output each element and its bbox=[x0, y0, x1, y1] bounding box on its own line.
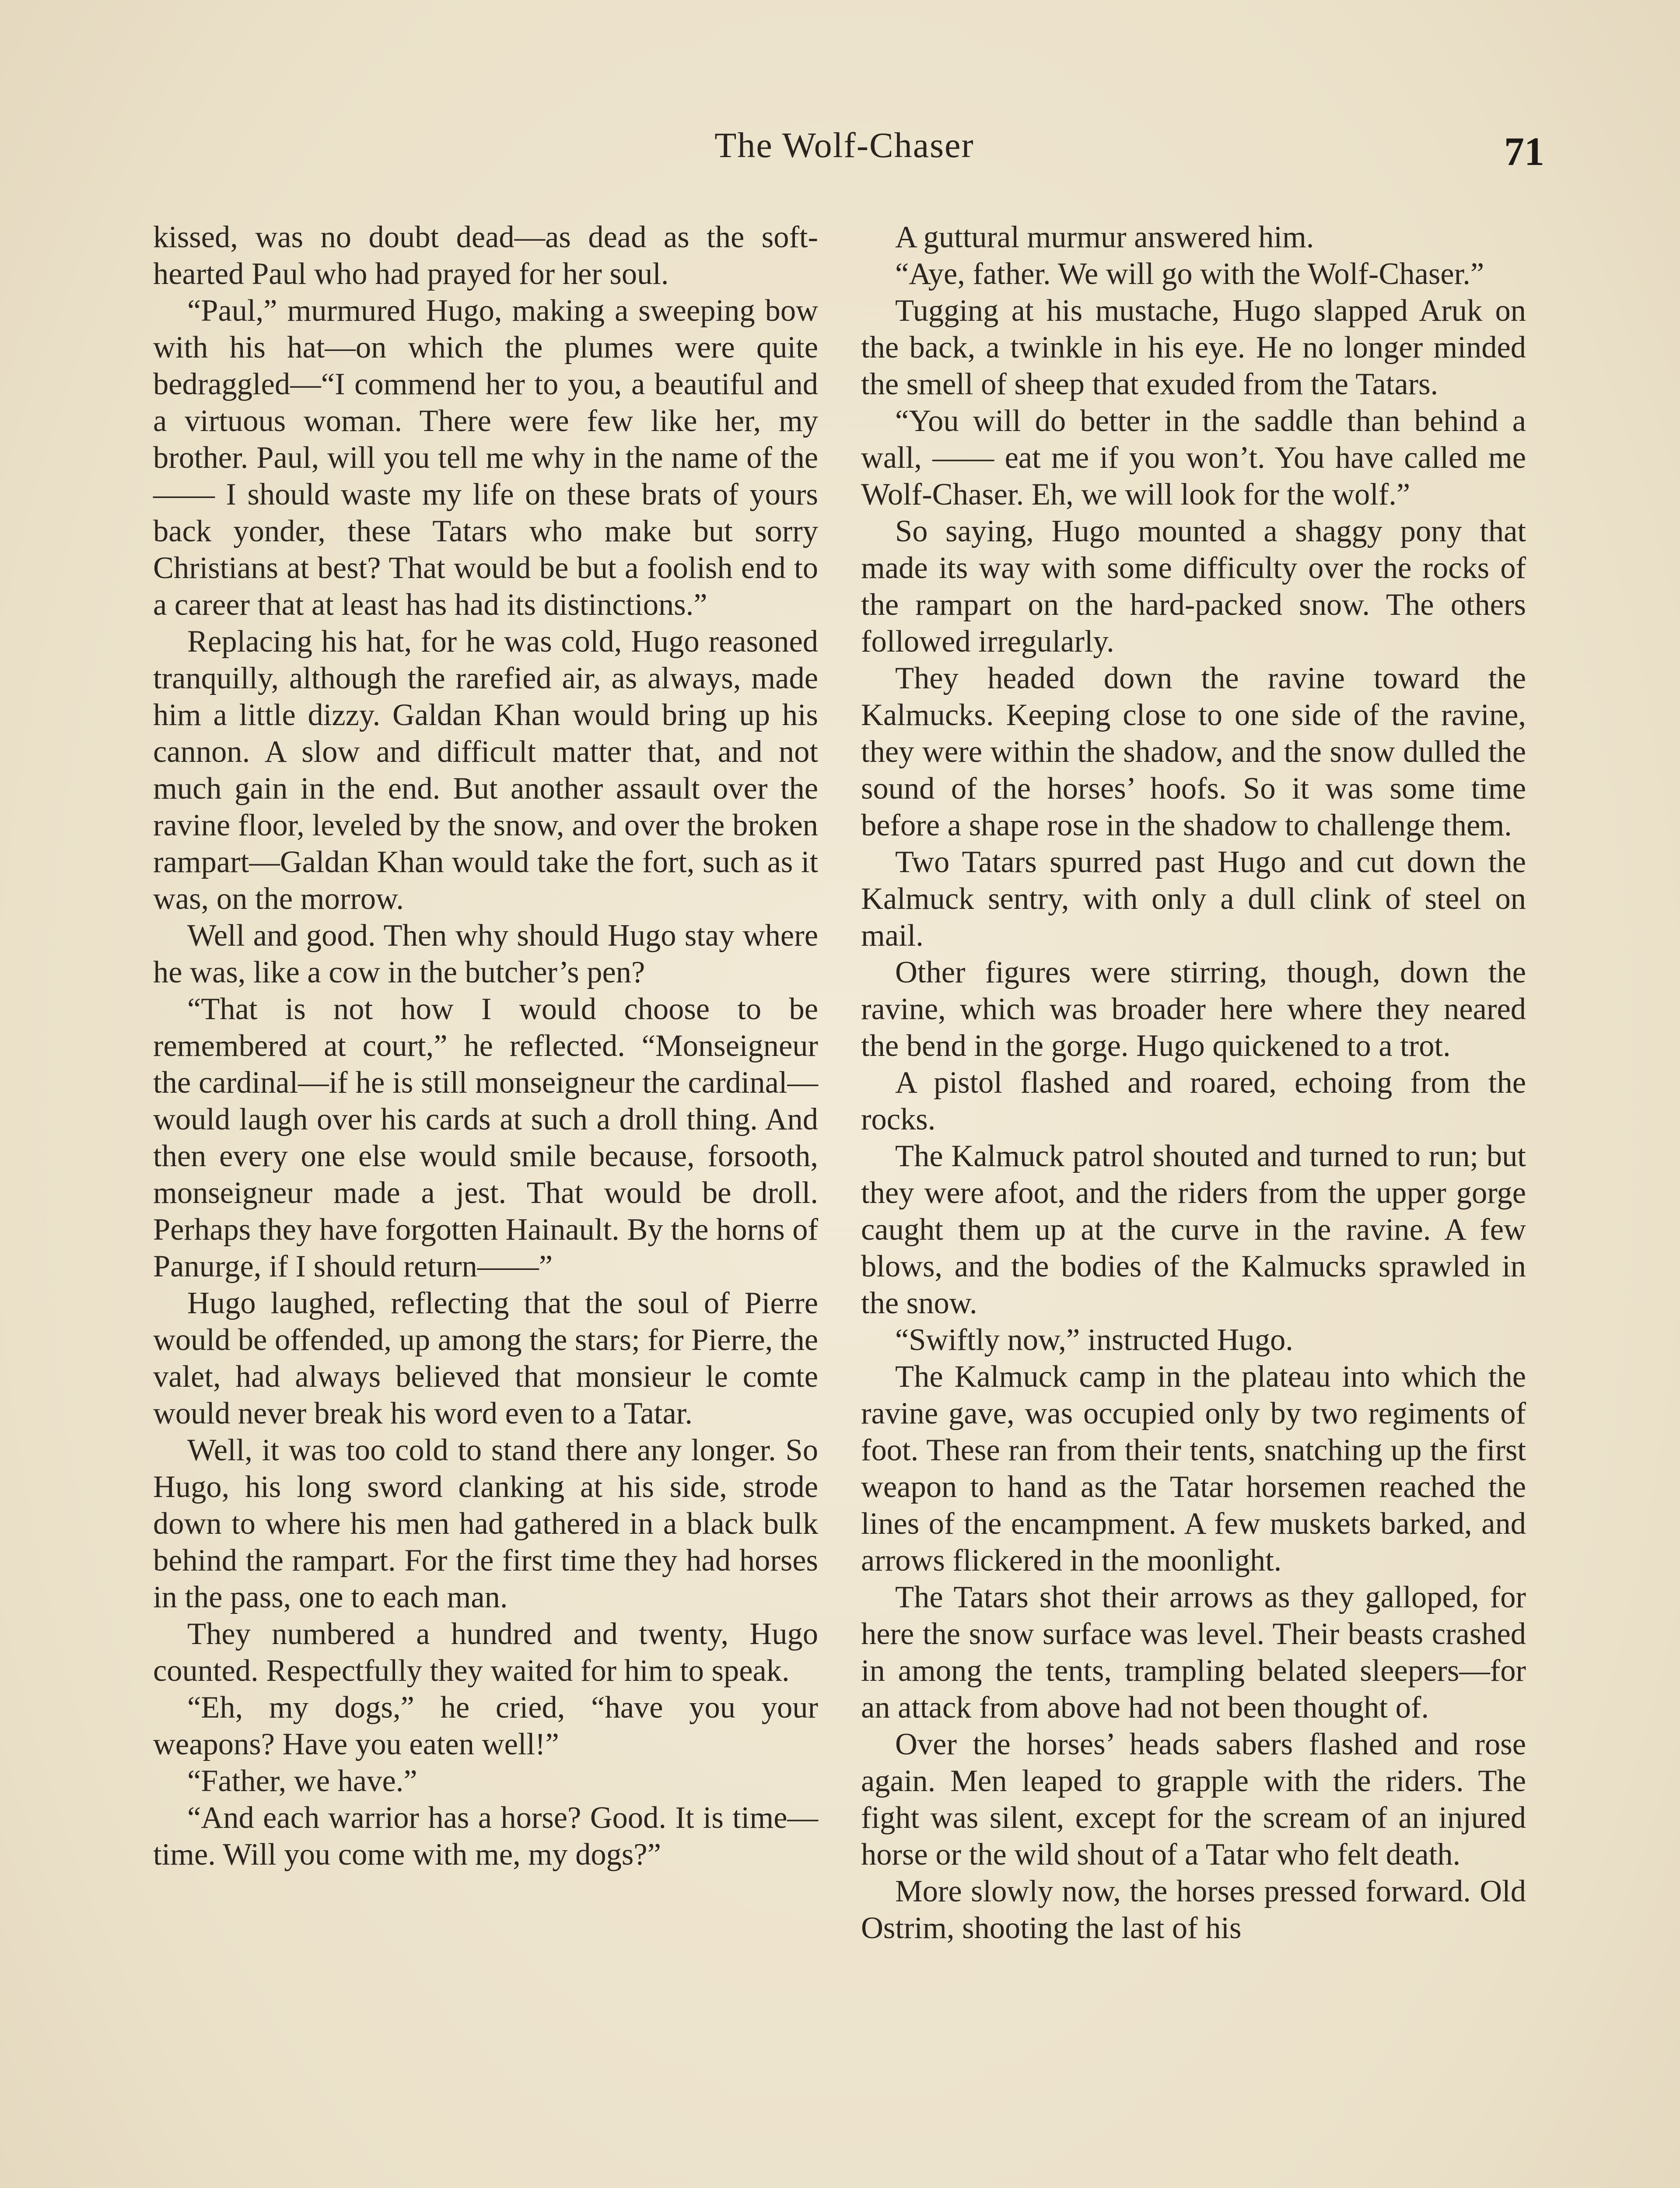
paragraph: More slowly now, the horses pressed forward. Old Ostrim, shooting the last of his bbox=[861, 1874, 1526, 1945]
paragraph: “Father, we have.” bbox=[187, 1764, 417, 1798]
paragraph: Two Tatars spurred past Hugo and cut down the Kalmuck sentry, with only a dull clink of steel on mail. bbox=[861, 845, 1526, 953]
paragraph: The Tatars shot their arrows as they galloped, for here the snow surface was level. Their beasts crashed in among the tents, trampling belated sleepers—for an attack from above had not been thought of. bbox=[861, 1580, 1526, 1725]
paragraph: A guttural murmur answered him. bbox=[895, 220, 1314, 254]
paragraph: They numbered a hundred and twenty, Hugo counted. Respectfully they waited for him to speak. bbox=[153, 1617, 818, 1688]
page-number: 71 bbox=[1504, 129, 1544, 174]
paragraph: Hugo laughed, reflecting that the soul of Pierre would be offended, up among the stars; for Pierre, the valet, had always believed that monsieur le comte would never break his word even to a Tatar. bbox=[153, 1286, 818, 1431]
paragraph: Well, it was too cold to stand there any longer. So Hugo, his long sword clanking at his side, strode down to where his men had gathered in a black bulk behind the rampart. For the first time they had horses in the pass, one to each man. bbox=[153, 1433, 818, 1614]
paragraph: So saying, Hugo mounted a shaggy pony that made its way with some difficulty over the rocks of the rampart on the hard-packed snow. The others followed irregularly. bbox=[861, 514, 1526, 659]
paragraph: “You will do better in the saddle than behind a wall, —— eat me if you won’t. You have called me Wolf-Chaser. Eh, we will look for the wolf.” bbox=[861, 404, 1526, 512]
paragraph: “Paul,” murmured Hugo, making a sweeping bow with his hat—on which the plumes were quite bedraggled—“I commend her to you, a beautiful and a virtuous woman. There were few like her, my brother. Paul, will you tell me why in the name of the —— I should waste my life on these brats of yours back yonder, these Tatars who make but sorry Christians at best? That would be but a foolish end to a career that at least has had its distinctions.” bbox=[153, 294, 818, 622]
paragraph: kissed, was no doubt dead—as dead as the soft-hearted Paul who had prayed for her soul. bbox=[153, 220, 818, 291]
paragraph: Well and good. Then why should Hugo stay where he was, like a cow in the butcher’s pen? bbox=[153, 919, 818, 989]
paragraph: “Aye, father. We will go with the Wolf-Chaser.” bbox=[895, 257, 1484, 291]
paragraph: Replacing his hat, for he was cold, Hugo reasoned tranquilly, although the rarefied air, as always, made him a little dizzy. Galdan Khan would bring up his cannon. A slow and difficult matter that, and not much gain in the end. But another assault over the ravine floor, leveled by the snow, and over the broken rampart—Galdan Khan would take the fort, such as it was, on the morrow. bbox=[153, 624, 818, 916]
paragraph: The Kalmuck patrol shouted and turned to run; but they were afoot, and the riders from the upper gorge caught them up at the curve in the ravine. A few blows, and the bodies of the Kalmucks sprawled in the snow. bbox=[861, 1139, 1526, 1320]
paragraph: “Swiftly now,” instructed Hugo. bbox=[895, 1323, 1293, 1357]
paragraph: “And each warrior has a horse? Good. It is time—time. Will you come with me, my dogs?” bbox=[153, 1801, 818, 1872]
right-column bbox=[861, 219, 1526, 1946]
paragraph: Over the horses’ heads sabers flashed and rose again. Men leaped to grapple with the riders. The fight was silent, except for the scream of an injured horse or the wild shout of a Tatar who felt death. bbox=[861, 1727, 1526, 1872]
paragraph: “Eh, my dogs,” he cried, “have you your weapons? Have you eaten well!” bbox=[153, 1690, 818, 1761]
paragraph: Tugging at his mustache, Hugo slapped Aruk on the back, a twinkle in his eye. He no longer minded the smell of sheep that exuded from the Tatars. bbox=[861, 294, 1526, 401]
running-title: The Wolf-Chaser bbox=[714, 125, 974, 165]
paragraph: The Kalmuck camp in the plateau into which the ravine gave, was occupied only by two regiments of foot. These ran from their tents, snatching up the first weapon to hand as the Tatar horsemen reached the lines of the encampment. A few muskets barked, and arrows flickered in the moonlight. bbox=[861, 1360, 1526, 1578]
paragraph: Other figures were stirring, though, down the ravine, which was broader here where they neared the bend in the gorge. Hugo quickened to a trot. bbox=[861, 955, 1526, 1063]
left-column bbox=[153, 219, 818, 1873]
paragraph: “That is not how I would choose to be remembered at court,” he reflected. “Monseigneur the cardinal—if he is still monseigneur the cardinal—would laugh over his cards at such a droll thing. And then every one else would smile because, forsooth, monseigneur made a jest. That would be droll. Perhaps they have forgotten Hainault. By the horns of Panurge, if I should return——” bbox=[153, 992, 818, 1283]
paragraph: A pistol flashed and roared, echoing from the rocks. bbox=[861, 1066, 1526, 1136]
running-header bbox=[144, 125, 1544, 182]
paragraph: They headed down the ravine toward the Kalmucks. Keeping close to one side of the ravine, they were within the shadow, and the snow dulled the sound of the horses’ hoofs. So it was some time before a shape rose in the shadow to challenge them. bbox=[861, 661, 1526, 842]
